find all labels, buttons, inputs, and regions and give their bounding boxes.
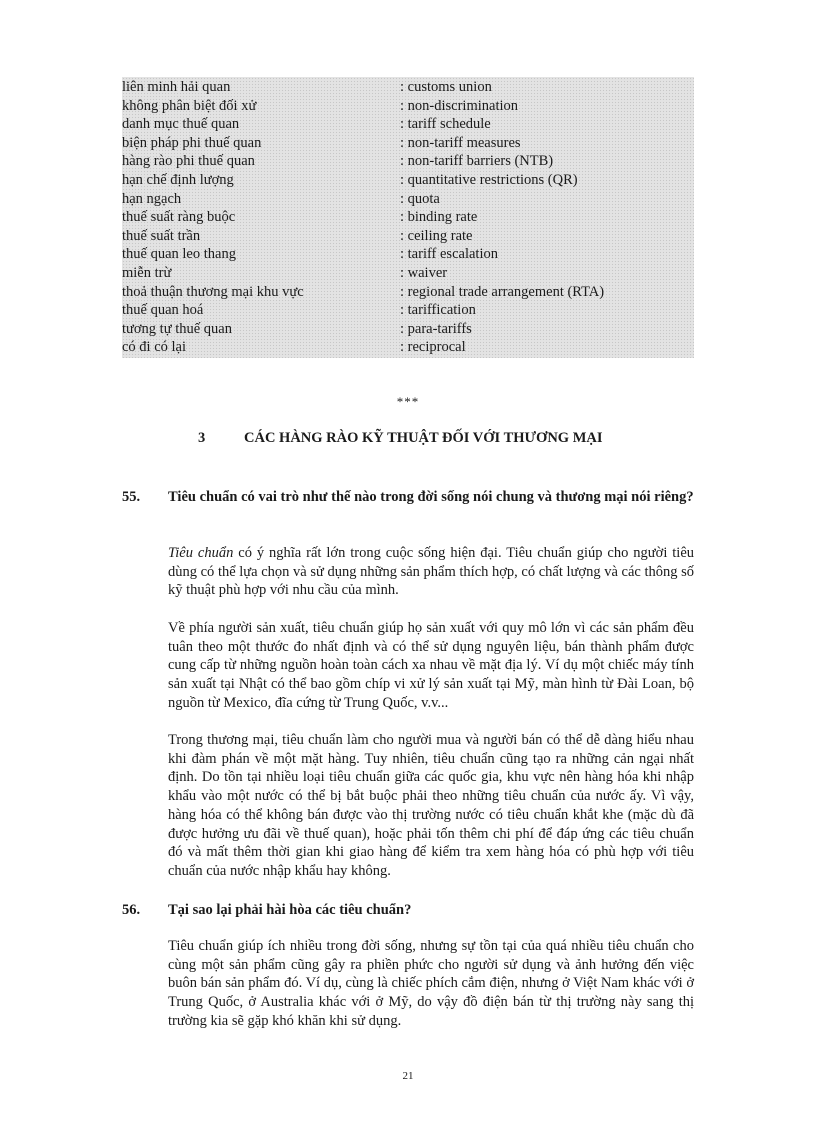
glossary-term-vi: có đi có lại (122, 339, 187, 356)
defined-term: Tiêu chuẩn (168, 545, 234, 561)
q55-paragraph-3: Trong thương mại, tiêu chuẩn làm cho người mua và người bán có thể dễ dàng hiểu nhau khi đàm phán về một mặt hàng. Tuy nhiên, tiêu chuẩn cũng tạo ra những cản ngại nhất định. Do tồn tại nhiều loại tiêu chuẩn giữa các quốc gia, khu vực nên hàng hóa khi nhập khẩu vào một nước có thể bị bắt buộc phải theo những tiêu chuẩn của nước ấy. Vì vậy, hàng hóa có thể không bán được vào thị trường nước có tiêu chuẩn khắt khe (mặc dù đã được hưởng ưu đãi về thuế quan), hoặc phải tốn thêm chi phí để đáp ứng các tiêu chuẩn đó và mất thêm thời gian khi giao hàng để kiểm tra xem hàng hóa có phù hợp với tiêu chuẩn của nước nhập khẩu hay không. (168, 732, 694, 879)
page-number: 21 (402, 1070, 414, 1082)
q55-paragraph-2: Về phía người sản xuất, tiêu chuẩn giúp họ sản xuất với quy mô lớn vì các sản phẩm đều tuân theo một thước đo nhất định và có thể sử dụng nguyên liệu, bán thành phẩm được cung cấp từ những nguồn hoàn toàn cách xa nhau về mặt địa lý. Ví dụ một chiếc máy tính sản xuất tại Nhật có thể bao gồm chíp vi xử lý sản xuất tại Mỹ, màn hình từ Đài Loan, bộ nguồn từ Mexico, đĩa cứng từ Trung Quốc, v.v... (168, 620, 694, 711)
glossary-row (122, 171, 694, 190)
q56-paragraph-1: Tiêu chuẩn giúp ích nhiều trong đời sống, nhưng sự tồn tại của quá nhiều tiêu chuẩn cho cùng một sản phẩm cũng gây ra phiền phức cho người sử dụng và ảnh hưởng đến việc buôn bán sản phẩm đó. Ví dụ, cùng là chiếc phích cắm điện, nhưng ở Việt Nam khác với ở Trung Quốc, ở Australia khác với ở Mỹ, do vậy đồ điện bán từ thị trường này sang thị trường kia sẽ gặp khó khăn khi sử dụng. (168, 938, 694, 1029)
section-separator: *** (396, 394, 420, 409)
glossary-row (122, 283, 694, 302)
glossary-term-vi: biện pháp phi thuế quan (122, 134, 262, 151)
glossary-row (122, 338, 694, 357)
glossary-term-vi: miễn trừ (122, 264, 172, 281)
glossary-term-en: : waiver (400, 264, 448, 281)
glossary-row (122, 115, 694, 134)
chapter-heading (198, 430, 603, 447)
glossary-term-vi: hạn chế định lượng (122, 171, 234, 188)
question-title: Tiêu chuẩn có vai trò như thế nào trong đời sống nói chung và thương mại nói riêng? (168, 489, 694, 505)
glossary-term-vi: không phân biệt đối xử (122, 97, 257, 114)
glossary-term-en: : regional trade arrangement (RTA) (400, 283, 605, 300)
glossary-row (122, 97, 694, 116)
glossary-row (122, 190, 694, 209)
glossary-term-en: : tariff escalation (400, 246, 498, 263)
question-56-heading (122, 901, 694, 920)
glossary-row (122, 208, 694, 227)
glossary-term-en: : para-tariffs (400, 320, 472, 337)
glossary-term-en: : tariffication (400, 302, 476, 319)
glossary-row (122, 227, 694, 246)
glossary-term-vi: liên minh hải quan (122, 79, 231, 95)
glossary-term-en: : non-tariff measures (400, 134, 521, 151)
glossary-term-en: : non-discrimination (400, 97, 518, 114)
glossary-term-en: : non-tariff barriers (NTB) (400, 153, 554, 170)
glossary-row (122, 245, 694, 264)
glossary-term-vi: hạn ngạch (122, 190, 182, 207)
glossary-term-vi: thuế suất ràng buộc (122, 209, 236, 226)
glossary-row (122, 264, 694, 283)
glossary-term-vi: thuế quan hoá (122, 302, 204, 319)
glossary-term-en: : reciprocal (400, 339, 466, 356)
question-number: 56. (122, 902, 141, 918)
glossary-row (122, 152, 694, 171)
glossary-term-en: : binding rate (400, 209, 478, 226)
chapter-number: 3 (198, 430, 206, 446)
question-55-heading (122, 488, 694, 507)
glossary-term-vi: danh mục thuế quan (122, 116, 240, 133)
glossary-table (122, 77, 694, 358)
glossary-row (122, 301, 694, 320)
glossary-term-vi: thoả thuận thương mại khu vực (122, 283, 304, 300)
glossary-row (122, 320, 694, 339)
glossary-term-vi: tương tự thuế quan (122, 320, 232, 337)
chapter-title: CÁC HÀNG RÀO KỸ THUẬT ĐỐI VỚI THƯƠNG MẠI (244, 430, 603, 446)
paragraph-text: có ý nghĩa rất lớn trong cuộc sống hiện đại. Tiêu chuẩn giúp cho người tiêu dùng có thể lựa chọn và sử dụng những sản phẩm thích hợp, có chất lượng và các thông số kỹ thuật phù hợp với nhu cầu của mình. (168, 545, 695, 599)
glossary-term-vi: hàng rào phi thuế quan (122, 153, 255, 170)
q55-paragraph-1 (168, 544, 694, 600)
glossary-row (122, 134, 694, 153)
glossary-term-vi: thuế suất trần (122, 227, 201, 244)
question-number: 55. (122, 489, 141, 505)
glossary-term-en: : tariff schedule (400, 116, 491, 133)
glossary-row (122, 78, 694, 97)
glossary-term-vi: thuế quan leo thang (122, 246, 236, 263)
glossary-term-en: : quota (400, 190, 440, 207)
glossary-term-en: : customs union (400, 79, 492, 95)
question-title: Tại sao lại phải hài hòa các tiêu chuẩn? (168, 902, 412, 918)
glossary-term-en: : ceiling rate (400, 227, 473, 244)
glossary-term-en: : quantitative restrictions (QR) (400, 171, 578, 188)
